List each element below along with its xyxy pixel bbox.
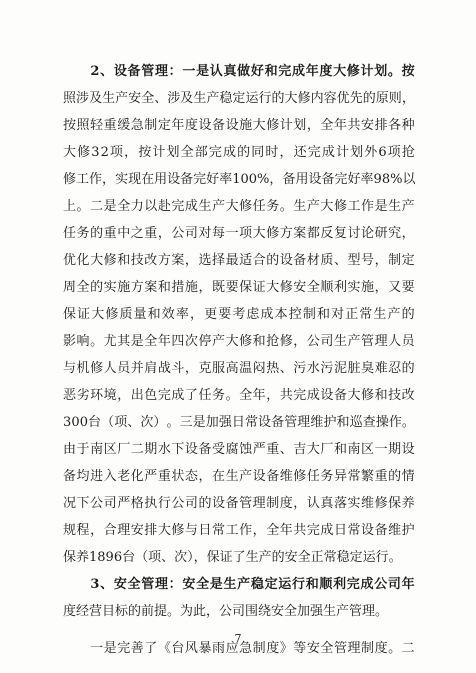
text-line: 任 务 的 重 中 之 重 ， 公 司 对 每 一 项 大 修 方 案 都 反 复 讨 论 研 究 ， [63, 226, 415, 241]
text-line: 由 于 南 区 厂 二 期 水 下 设 备 受 腐 蚀 严 重 、 吉 大 厂 和 南 区 一 期 设 [63, 442, 415, 457]
text-line: 保 证 大 修 质 量 和 效 率 ， 更 要 考 虑 成 本 控 制 和 对 正 常 生 产 的 [63, 307, 415, 322]
text-line: 与 机 修 人 员 并 肩 战 斗 ， 克 服 高 温 闷 热 、 污 水 污 泥 脏 臭 难 忍 的 [63, 361, 415, 376]
text-line: 照 涉 及 生 产 安 全 、 涉 及 生 产 稳 定 运 行 的 大 修 内 容 优 先 的 原 则 ， [63, 91, 415, 106]
page-number: 7 [234, 632, 242, 645]
text-line: 周 全 的 实 施 方 案 和 措 施 ， 既 要 保 证 大 修 安 全 顺 利 实 施 ， 又 要 [63, 280, 415, 295]
text-line: 上 。 二 是 全 力 以 赴 完 成 生 产 大 修 任 务 。 生 产 大 修 工 作 是 生 产 [63, 199, 415, 214]
text-line: 优 化 大 修 和 技 改 方 案 ， 选 择 最 适 合 的 设 备 材 质 、 型 号 ， 制 定 [63, 253, 415, 268]
body-text [63, 58, 415, 662]
text-line: 按 照 轻 重 缓 急 制 定 年 度 设 备 设 施 大 修 计 划 ， 全 年 共 安 排 各 种 [63, 118, 415, 133]
text-line: 度经营目标的前提。为此，公司围绕安全加强生产管理。 [63, 604, 389, 619]
text-line: 规 程 ， 合 理 安 排 大 修 与 日 常 工 作 ， 全 年 共 完 成 日 常 设 备 维 护 [63, 523, 415, 538]
text-line: 2 、 设 备 管 理 ： 一 是 认 真 做 好 和 完 成 年 度 大 修 计 划 。 按 [90, 64, 415, 79]
text-line: 修 工 作 ， 实 现 在 用 设 备 完 好 率 1 0 0 % ， 备 用 设 备 完 好 率 9 8 % 以 [63, 172, 415, 187]
text-line: 影 响 。 尤 其 是 全 年 四 次 停 产 大 修 和 抢 修 ， 公 司 生 产 管 理 人 员 [63, 334, 415, 349]
text-line: 3 、 安 全 管 理 ： 安 全 是 生 产 稳 定 运 行 和 顺 利 完 成 公 司 年 [90, 577, 415, 592]
text-line: 况 下 公 司 严 格 执 行 公 司 的 设 备 管 理 制 度 ， 认 真 落 实 维 修 保 养 [63, 496, 415, 511]
text-line: 备 均 进 入 老 化 严 重 状 态 ， 在 生 产 设 备 维 修 任 务 异 常 繁 重 的 情 [63, 469, 415, 484]
text-line: 保养1896台（项、次），保证了生产的安全正常稳定运行。 [63, 550, 402, 565]
text-line: 3 0 0 台 （ 项 、 次 ） 。 三 是 加 强 日 常 设 备 管 理 维 护 和 巡 查 操 作 。 [63, 415, 415, 430]
text-line: 一 是 完 善 了 《 台 风 暴 雨 应 急 制 度 》 等 安 全 管 理 制 度 。 二 [90, 641, 415, 656]
text-line: 大 修 3 2 项 ， 按 计 划 全 部 完 成 的 同 时 ， 还 完 成 计 划 外 6 项 抢 [63, 145, 415, 160]
text-line: 恶 劣 环 境 ， 出 色 完 成 了 任 务 。 全 年 ， 共 完 成 设 备 大 修 和 技 改 [63, 388, 415, 403]
